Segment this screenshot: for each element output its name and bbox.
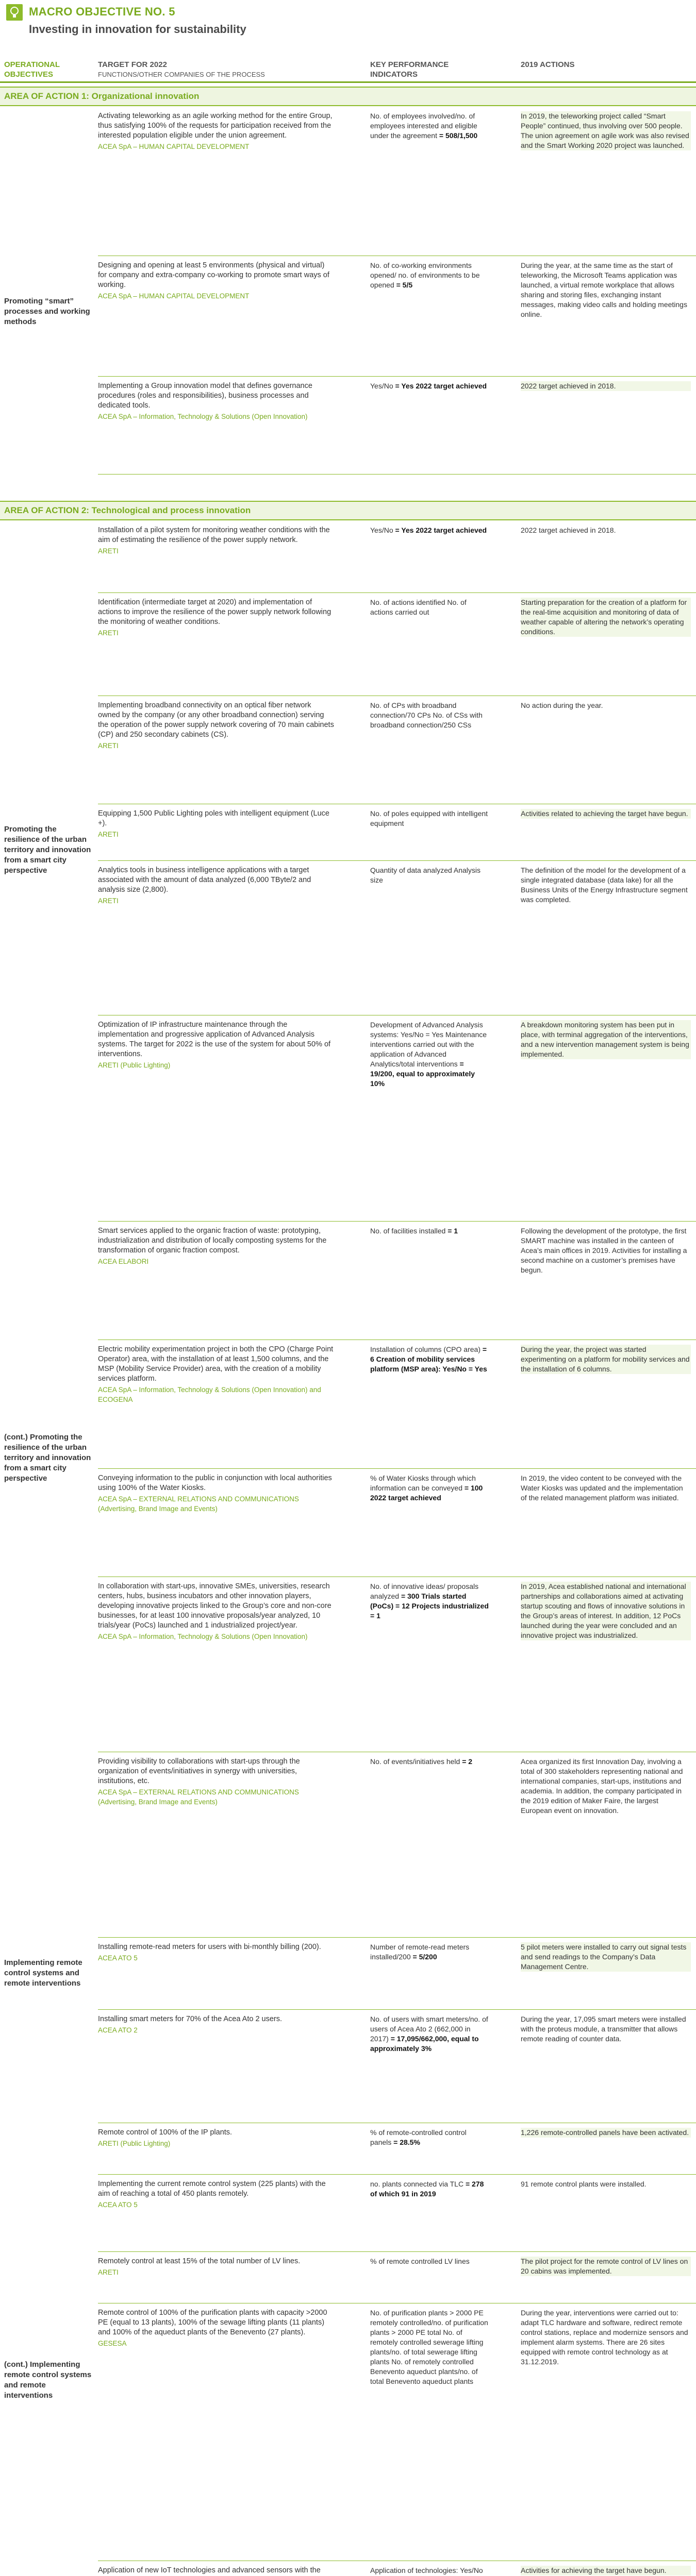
target-text: Installing smart meters for 70% of the Acea Ato 2 users.: [98, 2015, 283, 2023]
kpi-value: = 100 2022 target achieved: [370, 1484, 483, 1502]
kpi-cell: [370, 598, 489, 617]
target-text: Installing remote-read meters for users with bi-monthly billing (200).: [98, 1943, 321, 1951]
kpi-value: = 300 Trials started (PoCs) = 12 Projects industrialized = 1: [370, 1592, 489, 1620]
target-text: Implementing broadband connectivity on an optical fiber network owned by the company (or any other broadband connection) serving the operation of the power supply network covering of 70 main cabinets (CP) and 250 secondary cabinets (CS).: [98, 701, 334, 739]
kpi-value: = 278 of which 91 in 2019: [370, 2180, 484, 2198]
col-target-subtitle: FUNCTIONS/OTHER COMPANIES OF THE PROCESS: [98, 71, 265, 78]
owner-text: ACEA SpA – EXTERNAL RELATIONS AND COMMUNICATIONS (Advertising, Brand Image and Events): [98, 1788, 299, 1806]
target-text: Optimization of IP infrastructure maintenance through the implementation and progressive application of Advanced Analysis systems. The target for 2022 is the use of the system for about 50% of interventions.: [98, 1021, 331, 1058]
action-cell: Acea organized its first Innovation Day, involving a total of 300 stakeholders representing national and international companies, start-ups, institutions and academia. In addition, the company participated in the 2019 edition of Maker Faire, the largest European event on innovation.: [521, 1757, 683, 1815]
action-cell: 5 pilot meters were installed to carry out signal tests and send readings to the Company’s Data Management Centre.: [521, 1942, 691, 1972]
target-cell: [98, 2308, 335, 2348]
area-of-action-1: [0, 87, 696, 106]
kpi-cell: [370, 2179, 489, 2199]
kpi-text: No. of events/initiatives held: [370, 1757, 460, 1766]
kpi-value: = Yes 2022 target achieved: [395, 382, 487, 390]
action-cell: During the year, 17,095 smart meters were installed with the proteus module, a transmitter that allows remote reading of counter data.: [521, 2015, 686, 2043]
action-cell: The pilot project for the remote control of LV lines on 20 cabins was implemented.: [521, 2257, 691, 2276]
action-cell: During the year, the project was started experimenting on a platform for mobility services and the installation of 6 columns.: [521, 1345, 691, 1374]
lightbulb-icon: [6, 4, 23, 21]
kpi-value: = 6 Creation of mobility services platform (MSP area): Yes/No = Yes: [370, 1345, 487, 1373]
target-cell: [98, 809, 335, 839]
owner-text: ACEA SpA – HUMAN CAPITAL DEVELOPMENT: [98, 292, 250, 300]
kpi-value: = 5/5: [396, 281, 413, 289]
kpi-cell: [370, 1757, 489, 1767]
kpi-cell: [370, 261, 489, 290]
kpi-cell: [370, 111, 489, 141]
kpi-cell: [370, 381, 489, 391]
table-row: [98, 520, 696, 593]
col-target-title: TARGET FOR 2022: [98, 60, 167, 69]
kpi-text: Development of Advanced Analysis systems: Yes/No = Yes Maintenance interventions carried out with the application of Advanced Analytics/total interventions: [370, 1021, 487, 1068]
table-row: [98, 696, 696, 804]
target-cell: [98, 2128, 335, 2148]
objective-remote-control: Implementing remote control systems and remote interventions: [4, 1958, 82, 1988]
table-row: [98, 256, 696, 377]
target-text: Identification (intermediate target at 2020) and implementation of actions to improve the resilience of the power supply network following the monitoring of weather conditions.: [98, 598, 332, 626]
objective-urban-resilience-cont: (cont.) Promoting the resilience of the urban territory and innovation from a smart city perspective: [4, 1433, 91, 1483]
action-cell: Starting preparation for the creation of a platform for the real-time acquisition and monitoring of data of weather capable of altering the network’s operating conditions.: [521, 598, 691, 637]
target-text: Designing and opening at least 5 environments (physical and virtual) for company and extra-company co-working to promote smart ways of working.: [98, 261, 329, 289]
col-kpi: KEY PERFORMANCE INDICATORS: [370, 60, 449, 79]
target-cell: [98, 526, 335, 556]
owner-text: ARETI: [98, 831, 119, 838]
owner-text: ARETI: [98, 547, 119, 555]
table-row: [98, 2174, 696, 2252]
kpi-cell: [370, 866, 489, 885]
table-row: [98, 2009, 696, 2123]
table-row: [98, 376, 696, 474]
kpi-cell: [370, 1020, 489, 1089]
action-cell: No action during the year.: [521, 701, 603, 709]
kpi-text: No. of CPs with broadband connection/70 CPs No. of CSs with broadband connection/250 CSs: [370, 701, 483, 729]
target-cell: [98, 2257, 335, 2277]
kpi-text: No. of facilities installed: [370, 1227, 446, 1235]
col-target: [98, 60, 335, 79]
owner-text: ACEA ATO 2: [98, 2026, 138, 2034]
owner-text: ARETI (Public Lighting): [98, 1061, 171, 1069]
action-cell: Following the development of the prototype, the first SMART machine was installed in the canteen of Acea’s main offices in 2019. Activities for installing a second machine on a customer’s premises have begun.: [521, 1227, 687, 1274]
area-of-action-2: [0, 501, 696, 520]
kpi-cell: [370, 2566, 489, 2576]
owner-text: ARETI: [98, 897, 119, 905]
kpi-text: Installation of columns (CPO area): [370, 1345, 480, 1353]
action-cell: During the year, interventions were carried out to: adapt TLC hardware and software, redirect remote control stations, replace and modernize sensors and implement alarm systems. There are 26 sites equipped with remote control technology as at 31.12.2019.: [521, 2309, 688, 2366]
col-actions: 2019 ACTIONS: [521, 60, 575, 69]
target-text: Installation of a pilot system for monitoring weather conditions with the aim of estimating the resilience of the power supply network.: [98, 526, 330, 544]
kpi-text: % of remote-controlled control panels: [370, 2128, 467, 2146]
owner-text: ACEA SpA – HUMAN CAPITAL DEVELOPMENT: [98, 143, 250, 150]
kpi-value: = 19/200, equal to approximately 10%: [370, 1060, 475, 1088]
table-row: [98, 1752, 696, 1938]
table-row: [98, 1577, 696, 1752]
table-row: [98, 1340, 696, 1469]
kpi-value: = 28.5%: [393, 2138, 420, 2146]
target-cell: [98, 1226, 335, 1266]
kpi-text: Yes/No: [370, 526, 393, 534]
area-label: AREA OF ACTION 2: Technological and process innovation: [4, 505, 251, 515]
table-row: [98, 1221, 696, 1340]
action-cell: In 2019, the teleworking project called “Smart People” continued, thus involving over 500 people. The union agreement on agile work was also revised and the Smart Working 2020 project was launched.: [521, 111, 691, 150]
table-row: [98, 2561, 696, 2576]
kpi-value: = Yes 2022 target achieved: [395, 526, 487, 534]
kpi-cell: [370, 2014, 489, 2054]
kpi-text: No. of actions identified No. of actions carried out: [370, 598, 467, 616]
kpi-cell: [370, 809, 489, 828]
target-cell: [98, 2014, 335, 2035]
kpi-cell: [370, 1345, 489, 1374]
target-cell: [98, 1582, 335, 1641]
target-text: Activating teleworking as an agile working method for the entire Group, thus satisfying 100% of the requests for participation received from the interested population eligible under the union agreement.: [98, 112, 333, 140]
kpi-cell: [370, 1942, 489, 1962]
table-column-headers: [0, 60, 696, 83]
target-cell: [98, 2179, 335, 2210]
target-cell: [98, 598, 335, 638]
kpi-value: = 17,095/662,000, equal to approximately 3%: [370, 2035, 479, 2053]
target-text: In collaboration with start-ups, innovative SMEs, universities, research centers, hubs, business incubators and other innovation players, developing innovative projects linked to the Group’s core and non-core businesses, for at least 100 innovative proposals/year analyzed, 10 trials/year (PoCs) launched and 1 industrialized project/year.: [98, 1582, 332, 1630]
area-label: AREA OF ACTION 1: Organizational innovation: [4, 91, 200, 101]
action-cell: Activities for achieving the target have begun.: [521, 2566, 691, 2575]
target-cell: [98, 261, 335, 301]
target-text: Remotely control at least 15% of the total number of LV lines.: [98, 2257, 301, 2265]
action-cell: 1,226 remote-controlled panels have been activated.: [521, 2128, 691, 2138]
owner-text: GESESA: [98, 2340, 127, 2347]
action-cell: In 2019, Acea established national and international partnerships and collaborations aimed at activating startup scouting and flows of innovative solutions in the Group’s areas of interest. In addition, 12 PoCs launched during the year were concluded and an innovative project was industrialized.: [521, 1582, 691, 1640]
target-text: Implementing the current remote control system (225 plants) with the aim of reaching a total of 450 plants remotely.: [98, 2180, 326, 2198]
kpi-cell: [370, 2128, 489, 2147]
target-text: Implementing a Group innovation model that defines governance procedures (roles and responsibilities), business processes and dedicated tools.: [98, 382, 312, 410]
macro-objective-title: MACRO OBJECTIVE NO. 5: [29, 5, 175, 18]
target-text: Providing visibility to collaborations with start-ups through the organization of events/initiatives in synergy with universities, institutions, etc.: [98, 1757, 300, 1785]
target-cell: [98, 2566, 335, 2576]
kpi-text: % of remote controlled LV lines: [370, 2257, 470, 2265]
objective-remote-control-cont: (cont.) Implementing remote control systems and remote interventions: [4, 2360, 92, 2400]
col-operational-objectives: OPERATIONAL OBJECTIVES: [4, 60, 60, 79]
kpi-value: = 5/200: [412, 1953, 437, 1961]
target-text: Smart services applied to the organic fraction of waste: prototyping, industrialization and distribution of locally composting systems for the transformation of organic fraction compost.: [98, 1227, 327, 1255]
target-text: Remote control of 100% of the IP plants.: [98, 2128, 233, 2137]
kpi-text: No. of co-working environments opened/ no. of environments to be opened: [370, 261, 480, 289]
table-row: [98, 1468, 696, 1577]
target-text: Remote control of 100% of the purification plants with capacity >2000 PE (equal to 13 plants), 100% of the sewage lifting plants (11 plants) and 100% of the aqueduct plants of the Benevento (27 plants).: [98, 2309, 327, 2336]
action-cell: During the year, at the same time as the start of teleworking, the Microsoft Teams application was launched, a virtual remote workplace that allows sharing and storing files, exchanging instant messages, making video calls and holding meetings online.: [521, 261, 687, 318]
table-row: [98, 2123, 696, 2175]
action-cell: The definition of the model for the development of a single integrated database (data lake) for all the Business Units of the Energy Infrastructure segment was completed.: [521, 866, 688, 904]
action-cell: 2022 target achieved in 2018.: [521, 381, 691, 391]
owner-text: ARETI: [98, 2268, 119, 2276]
kpi-value: = 1: [448, 1227, 458, 1235]
target-text: Application of new IoT technologies and advanced sensors with the: [98, 2566, 321, 2574]
kpi-text: No. of innovative ideas/ proposals analyzed: [370, 1582, 479, 1600]
table-row: [98, 592, 696, 696]
kpi-value: = 2: [462, 1757, 473, 1766]
kpi-cell: [370, 1582, 489, 1621]
target-text: Equipping 1,500 Public Lighting poles with intelligent equipment (Luce +).: [98, 809, 329, 827]
kpi-value: = 508/1,500: [439, 131, 478, 140]
table-row: [98, 1937, 696, 2010]
action-cell: In 2019, the video content to be conveyed with the Water Kiosks was updated and the implementation of the related management platform was initiated.: [521, 1474, 683, 1502]
owner-text: ACEA SpA – Information, Technology & Solutions (Open Innovation): [98, 1633, 308, 1640]
action-cell: 91 remote control plants were installed.: [521, 2180, 647, 2188]
owner-text: ACEA ATO 5: [98, 1954, 138, 1962]
target-cell: [98, 111, 335, 151]
target-cell: [98, 1020, 335, 1070]
owner-text: ACEA SpA – EXTERNAL RELATIONS AND COMMUNICATIONS (Advertising, Brand Image and Events): [98, 1495, 299, 1513]
kpi-cell: [370, 2257, 489, 2266]
kpi-text: No. of users with smart meters/no. of users of Acea Ato 2 (662,000 in 2017): [370, 2015, 488, 2043]
owner-text: ARETI: [98, 629, 119, 637]
objective-urban-resilience: Promoting the resilience of the urban territory and innovation from a smart city perspective: [4, 825, 91, 875]
target-cell: [98, 381, 335, 421]
owner-text: ACEA ATO 5: [98, 2201, 138, 2209]
table-row: [98, 804, 696, 861]
objective-smart-processes: Promoting “smart” processes and working methods: [4, 297, 90, 326]
table-row: [98, 860, 696, 1015]
kpi-text: Number of remote-read meters installed/200: [370, 1943, 470, 1961]
kpi-cell: [370, 701, 489, 730]
target-text: Analytics tools in business intelligence applications with a target associated with the amount of data analyzed (6,000 TByte/2 and analysis size (2,800).: [98, 866, 311, 894]
owner-text: ACEA ELABORI: [98, 1258, 149, 1265]
action-cell: Activities related to achieving the target have begun.: [521, 809, 691, 819]
kpi-text: no. plants connected via TLC: [370, 2180, 464, 2188]
table-row: [98, 106, 696, 256]
target-cell: [98, 1757, 335, 1807]
kpi-cell: [370, 1473, 489, 1503]
owner-text: ARETI (Public Lighting): [98, 2140, 171, 2147]
owner-text: ACEA SpA – Information, Technology & Solutions (Open Innovation) and ECOGENA: [98, 1386, 321, 1403]
action-cell: 2022 target achieved in 2018.: [521, 526, 616, 534]
owner-text: ARETI: [98, 742, 119, 750]
target-cell: [98, 1473, 335, 1514]
kpi-text: Quantity of data analyzed Analysis size: [370, 866, 481, 884]
macro-objective-subtitle: Investing in innovation for sustainability: [29, 23, 246, 36]
target-cell: [98, 1345, 335, 1404]
action-cell: A breakdown monitoring system has been put in place, with terminal aggregation of the interventions, and a new intervention management system is being implemented.: [521, 1020, 691, 1059]
kpi-text: Yes/No: [370, 382, 393, 390]
kpi-text: No. of employees involved/no. of employees interested and eligible under the agreement: [370, 112, 477, 140]
target-text: Conveying information to the public in conjunction with local authorities using 100% of the Water Kiosks.: [98, 1474, 332, 1492]
table-row: [98, 1015, 696, 1222]
owner-text: ACEA SpA – Information, Technology & Solutions (Open Innovation): [98, 413, 308, 420]
kpi-text: No. of poles equipped with intelligent equipment: [370, 809, 488, 827]
table-row: [98, 2303, 696, 2561]
kpi-text: No. of purification plants > 2000 PE remotely controlled/no. of purification plants > 2000 PE total No. of remotely controlled sewerage lifting plants/no. of total sewerage lifting plants No. of remotely controlled Benevento aqueduct plants/no. of total Benevento aqueduct plants: [370, 2309, 488, 2385]
target-cell: [98, 701, 335, 751]
kpi-text: Application of technologies: Yes/No: [370, 2566, 483, 2574]
kpi-text: % of Water Kiosks through which information can be conveyed: [370, 1474, 476, 1492]
target-cell: [98, 866, 335, 906]
target-cell: [98, 1942, 335, 1963]
target-text: Electric mobility experimentation project in both the CPO (Charge Point Operator) area, with the installation of at least 1,500 columns, and the MSP (Mobility Service Provider) area, with the creation of a mobility services platform.: [98, 1345, 334, 1383]
kpi-cell: [370, 2308, 489, 2386]
kpi-cell: [370, 1226, 489, 1236]
table-row: [98, 2251, 696, 2303]
kpi-cell: [370, 526, 489, 535]
